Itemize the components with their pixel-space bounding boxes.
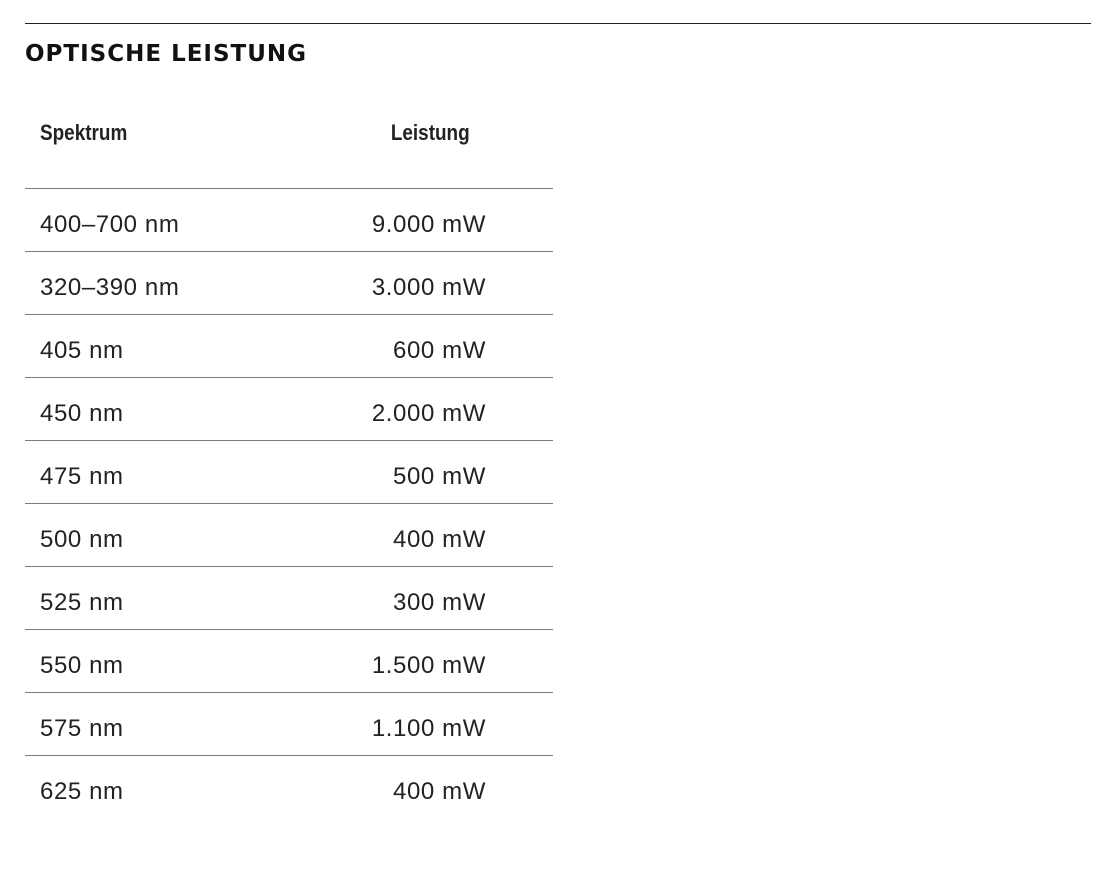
spectrum-cell: 475 nm — [40, 463, 124, 490]
column-header-spectrum: Spektrum — [40, 120, 128, 145]
spectrum-cell: 400–700 nm — [40, 211, 180, 238]
power-cell: 600 mW — [393, 337, 486, 364]
table-row — [25, 252, 553, 315]
spectrum-cell: 625 nm — [40, 778, 124, 805]
power-cell: 2.000 mW — [371, 400, 486, 427]
table-row — [25, 441, 553, 504]
power-cell: 9.000 mW — [371, 211, 486, 238]
spectrum-cell: 500 nm — [40, 526, 124, 553]
spectrum-cell: 320–390 nm — [40, 274, 180, 301]
table-row — [25, 756, 553, 818]
power-cell: 1.500 mW — [371, 652, 486, 679]
table-header-row — [25, 104, 553, 189]
spectrum-cell: 550 nm — [40, 652, 124, 679]
section-title: OPTISCHE LEISTUNG — [25, 41, 308, 67]
table-row — [25, 504, 553, 567]
table-row — [25, 315, 553, 378]
table-row — [25, 693, 553, 756]
optical-power-table — [25, 104, 553, 818]
column-header-power: Leistung — [391, 120, 470, 145]
table-row — [25, 630, 553, 693]
table-row — [25, 378, 553, 441]
power-cell: 300 mW — [393, 589, 486, 616]
power-cell: 400 mW — [393, 778, 486, 805]
table-row — [25, 189, 553, 252]
spectrum-cell: 525 nm — [40, 589, 124, 616]
power-cell: 3.000 mW — [371, 274, 486, 301]
table-row — [25, 567, 553, 630]
power-cell: 500 mW — [393, 463, 486, 490]
power-cell: 1.100 mW — [371, 715, 486, 742]
spectrum-cell: 575 nm — [40, 715, 124, 742]
power-cell: 400 mW — [393, 526, 486, 553]
spectrum-cell: 450 nm — [40, 400, 124, 427]
spectrum-cell: 405 nm — [40, 337, 124, 364]
top-divider — [25, 23, 1091, 24]
